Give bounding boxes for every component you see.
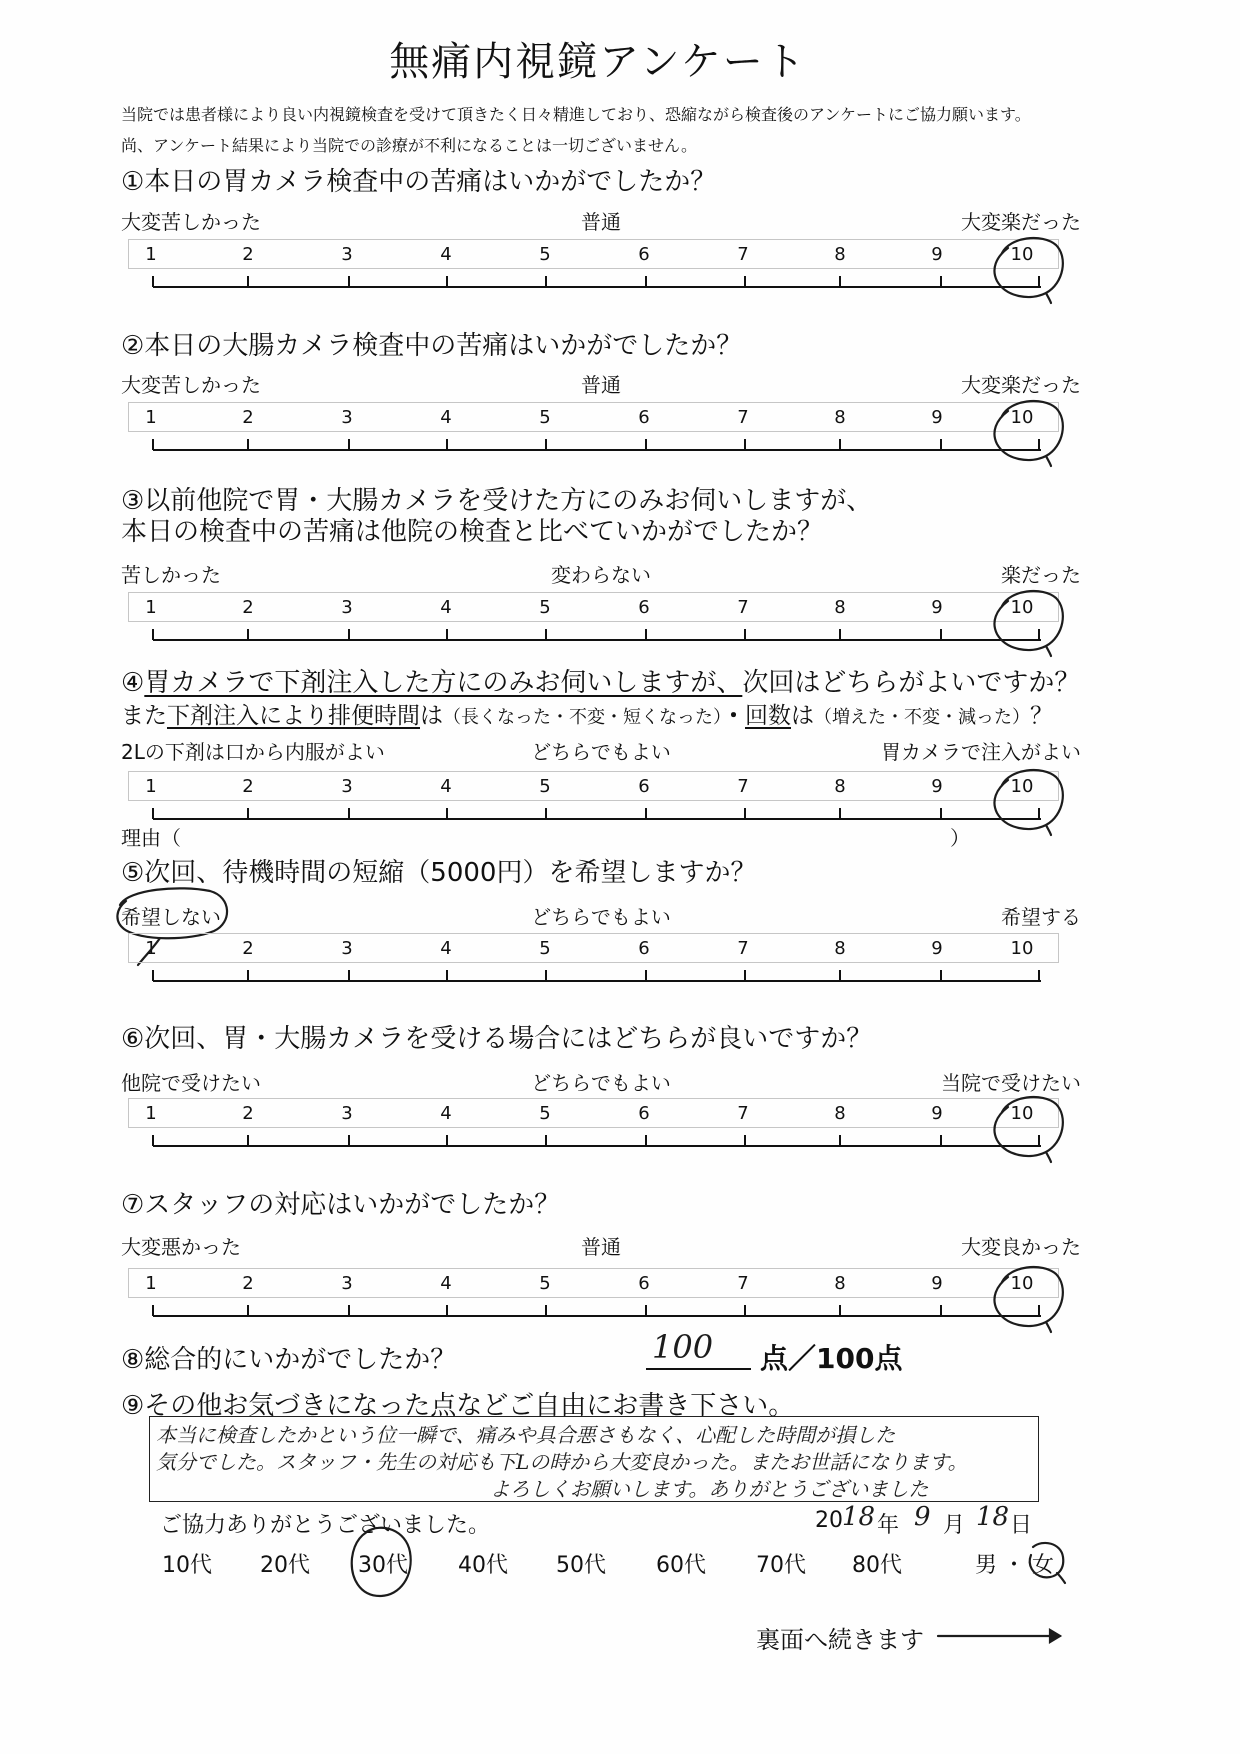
scale-number-1[interactable]: 1 (145, 597, 157, 618)
scale-number-2[interactable]: 2 (242, 1273, 254, 1294)
scale-tick-4 (446, 1135, 448, 1146)
comment-box[interactable] (149, 1416, 1039, 1502)
scale-box (128, 402, 1059, 432)
scale-tick-5 (545, 1305, 547, 1316)
scale-tick-8 (839, 1305, 841, 1316)
q4-label-left: 2Lの下剤は口から内服がよい (121, 740, 385, 764)
q3-label-right: 楽だった (1001, 563, 1081, 587)
scale-tick-3 (348, 439, 350, 450)
scale-number-2[interactable]: 2 (242, 597, 254, 618)
q4-sub-text: は (791, 703, 814, 729)
q7-label-right: 大変良かった (961, 1235, 1081, 1259)
q4-heading-line-2 (121, 697, 1053, 730)
q8-score-underline (646, 1368, 751, 1370)
q2-heading: ②本日の大腸カメラ検査中の苦痛はいかがでしたか？ (121, 331, 743, 361)
scale-number-7[interactable]: 7 (737, 244, 749, 265)
scale-number-8[interactable]: 8 (834, 776, 846, 797)
scale-tick-9 (940, 1305, 942, 1316)
scale-tick-5 (545, 276, 547, 287)
scale-tick-2 (247, 1305, 249, 1316)
scale-tick-2 (247, 629, 249, 640)
scale-tick-7 (744, 439, 746, 450)
scale-number-4[interactable]: 4 (440, 1103, 452, 1124)
scale-tick-9 (940, 970, 942, 981)
scale-tick-9 (940, 439, 942, 450)
date-year-unit: 年 (877, 1513, 900, 1538)
q1-label-right: 大変楽だった (961, 210, 1081, 234)
q4-label-right: 胃カメラで注入がよい (881, 740, 1081, 764)
scale-number-3[interactable]: 3 (341, 407, 353, 428)
scale-number-6[interactable]: 6 (638, 1273, 650, 1294)
scale-number-1[interactable]: 1 (145, 244, 157, 265)
scale-number-10[interactable]: 10 (1010, 938, 1034, 959)
scale-tick-2 (247, 970, 249, 981)
scale-number-4[interactable]: 4 (440, 597, 452, 618)
scale-tick-8 (839, 439, 841, 450)
scale-tick-8 (839, 629, 841, 640)
scale-tick-1 (152, 1135, 154, 1146)
scale-tick-6 (645, 1135, 647, 1146)
scale-tick-2 (247, 1135, 249, 1146)
q8-score-handwritten[interactable]: 100 (652, 1328, 714, 1366)
scale-tick-5 (545, 629, 547, 640)
q2-scale (0, 402, 1240, 462)
scale-number-10[interactable]: 10 (1010, 244, 1034, 265)
q3-heading-line-2: 本日の検査中の苦痛は他院の検査と比べていかがでしたか？ (121, 517, 824, 547)
survey-title: 無痛内視鏡アンケート (389, 39, 807, 85)
q4-separator: ・ (722, 703, 745, 729)
scale-number-4[interactable]: 4 (440, 776, 452, 797)
q6-label-left: 他院で受けたい (121, 1071, 261, 1095)
q3-label-left: 苦しかった (121, 563, 221, 587)
scale-tick-2 (247, 439, 249, 450)
q4-sub-underlined-time: 下剤注入により排便時間 (167, 703, 420, 729)
scale-number-8[interactable]: 8 (834, 597, 846, 618)
scale-baseline (153, 639, 1041, 641)
scale-box (128, 592, 1059, 622)
scale-number-4[interactable]: 4 (440, 244, 452, 265)
scale-number-3[interactable]: 3 (341, 1103, 353, 1124)
q1-scale (0, 239, 1240, 299)
scale-tick-1 (152, 1305, 154, 1316)
intro-line-1: 当院では患者様により良い内視鏡検査を受けて頂きたく日々精進しており、恐縮ながら検査後のアンケートにご協力願います。 (121, 105, 1031, 124)
q4-heading-question: 次回はどちらがよいですか？ (742, 668, 1081, 698)
scale-number-9[interactable]: 9 (931, 1273, 943, 1294)
q1-heading: ①本日の胃カメラ検査中の苦痛はいかがでしたか？ (121, 167, 717, 197)
scale-number-6[interactable]: 6 (638, 407, 650, 428)
q4-reason-close: ） (950, 826, 970, 850)
scale-number-2[interactable]: 2 (242, 407, 254, 428)
scale-number-7[interactable]: 7 (737, 407, 749, 428)
scale-number-9[interactable]: 9 (931, 938, 943, 959)
scale-number-7[interactable]: 7 (737, 1103, 749, 1124)
scale-tick-7 (744, 629, 746, 640)
scale-tick-8 (839, 970, 841, 981)
scale-tick-6 (645, 970, 647, 981)
scale-tick-1 (152, 276, 154, 287)
q1-label-center: 普通 (581, 210, 621, 234)
scale-number-3[interactable]: 3 (341, 776, 353, 797)
scale-tick-7 (744, 1135, 746, 1146)
scale-baseline (153, 818, 1041, 820)
scale-number-3[interactable]: 3 (341, 244, 353, 265)
scale-tick-10 (1038, 970, 1040, 981)
scale-tick-5 (545, 439, 547, 450)
scale-number-6[interactable]: 6 (638, 1103, 650, 1124)
q3-scale (0, 592, 1240, 652)
answer-circle (988, 231, 1068, 303)
scale-number-9[interactable]: 9 (931, 776, 943, 797)
scale-box (128, 1268, 1059, 1298)
q7-label-center: 普通 (581, 1235, 621, 1259)
q6-scale (0, 1098, 1240, 1158)
scale-number-8[interactable]: 8 (834, 1273, 846, 1294)
scale-number-4[interactable]: 4 (440, 1273, 452, 1294)
q4-sub-underlined-count: 回数 (745, 703, 791, 729)
scale-tick-5 (545, 1135, 547, 1146)
age-option-1[interactable]: 10代 (162, 1553, 212, 1578)
gender-female[interactable]: 女 (1032, 1553, 1055, 1578)
scale-number-1[interactable]: 1 (145, 1273, 157, 1294)
scale-baseline (153, 980, 1041, 982)
q8-score-suffix: 点／100点 (760, 1342, 903, 1375)
q7-heading: ⑦スタッフの対応はいかがでしたか？ (121, 1190, 561, 1220)
scale-tick-4 (446, 629, 448, 640)
q4-heading-number: ④ (121, 668, 145, 698)
scale-number-5[interactable]: 5 (539, 938, 551, 959)
arrow-right-icon (936, 1626, 1070, 1646)
date-year-handwritten[interactable]: 18 (842, 1502, 876, 1532)
q4-heading-line-1 (121, 662, 1080, 699)
scale-box (128, 239, 1059, 269)
scale-number-10[interactable]: 10 (1010, 407, 1034, 428)
scale-tick-1 (152, 439, 154, 450)
scale-number-4[interactable]: 4 (440, 407, 452, 428)
q5-scale (0, 933, 1240, 993)
scale-tick-6 (645, 629, 647, 640)
scale-tick-3 (348, 808, 350, 819)
q4-sub-text: は (420, 703, 443, 729)
q4-sub-text: また (121, 703, 167, 729)
scale-number-5[interactable]: 5 (539, 776, 551, 797)
thanks-message: ご協力ありがとうございました。 (160, 1513, 491, 1538)
scale-number-3[interactable]: 3 (341, 1273, 353, 1294)
date-month-unit: 月 (943, 1513, 966, 1538)
scale-tick-8 (839, 1135, 841, 1146)
q4-time-options: （長くなった・不変・短くなった） (443, 707, 722, 728)
scale-number-2[interactable]: 2 (242, 244, 254, 265)
q1-label-left: 大変苦しかった (121, 210, 261, 234)
q2-label-right: 大変楽だった (961, 373, 1081, 397)
answer-circle (988, 584, 1068, 656)
scale-number-7[interactable]: 7 (737, 1273, 749, 1294)
age-option-3[interactable]: 30代 (358, 1553, 408, 1578)
scale-number-1[interactable]: 1 (145, 1103, 157, 1124)
answer-circle (988, 1090, 1068, 1162)
gender-answer-circle (1023, 1537, 1069, 1583)
scale-number-8[interactable]: 8 (834, 1103, 846, 1124)
scale-number-9[interactable]: 9 (931, 1103, 943, 1124)
scale-number-4[interactable]: 4 (440, 938, 452, 959)
scale-number-9[interactable]: 9 (931, 597, 943, 618)
q5-label-center: どちらでもよい (531, 905, 671, 929)
scale-number-10[interactable]: 10 (1010, 1103, 1034, 1124)
q8-heading: ⑧総合的にいかがでしたか？ (121, 1345, 457, 1375)
scale-tick-5 (545, 970, 547, 981)
scale-number-6[interactable]: 6 (638, 938, 650, 959)
scale-tick-1 (152, 970, 154, 981)
age-option-6[interactable]: 60代 (656, 1553, 706, 1578)
age-option-4[interactable]: 40代 (458, 1553, 508, 1578)
scale-tick-4 (446, 1305, 448, 1316)
q4-reason-label: 理由（ (121, 826, 181, 850)
date-day-unit: 日 (1010, 1513, 1033, 1538)
age-option-2[interactable]: 20代 (260, 1553, 310, 1578)
scale-tick-3 (348, 1305, 350, 1316)
scale-number-6[interactable]: 6 (638, 244, 650, 265)
age-option-8[interactable]: 80代 (852, 1553, 902, 1578)
q6-heading: ⑥次回、胃・大腸カメラを受ける場合にはどちらが良いですか？ (121, 1024, 873, 1054)
scale-tick-4 (446, 808, 448, 819)
scale-baseline (153, 1315, 1041, 1317)
comment-line-1: 本当に検査したかという位一瞬で、痛みや具合悪さもなく、心配した時間が損した (156, 1423, 896, 1447)
scale-number-9[interactable]: 9 (931, 244, 943, 265)
q5-heading: ⑤次回、待機時間の短縮（5000円）を希望しますか？ (121, 858, 757, 888)
scale-tick-1 (152, 808, 154, 819)
q7-label-left: 大変悪かった (121, 1235, 241, 1259)
scale-number-7[interactable]: 7 (737, 776, 749, 797)
scale-tick-9 (940, 276, 942, 287)
answer-circle (988, 394, 1068, 466)
scale-tick-4 (446, 276, 448, 287)
scale-number-1[interactable]: 1 (145, 776, 157, 797)
scale-tick-6 (645, 1305, 647, 1316)
q4-heading-underlined: 胃カメラで下剤注入した方にのみお伺いしますが、 (144, 668, 743, 698)
scale-number-7[interactable]: 7 (737, 597, 749, 618)
scale-tick-7 (744, 276, 746, 287)
comment-line-2: 気分でした。スタッフ・先生の対応も下Lの時から大変良かった。またお世話になります。 (156, 1450, 968, 1474)
scale-tick-4 (446, 970, 448, 981)
scale-number-1[interactable]: 1 (145, 407, 157, 428)
scale-number-5[interactable]: 5 (539, 407, 551, 428)
date-year-prefix: 20 (815, 1508, 843, 1533)
scale-number-8[interactable]: 8 (834, 244, 846, 265)
scale-tick-6 (645, 439, 647, 450)
scale-tick-6 (645, 808, 647, 819)
scale-number-5[interactable]: 5 (539, 1103, 551, 1124)
scale-number-10[interactable]: 10 (1010, 597, 1034, 618)
q5-label-left: 希望しない (121, 905, 221, 929)
scale-baseline (153, 449, 1041, 451)
gender-separator: ・ (1003, 1553, 1026, 1578)
q4-label-center: どちらでもよい (531, 740, 671, 764)
scale-number-9[interactable]: 9 (931, 407, 943, 428)
date-day-handwritten[interactable]: 18 (976, 1502, 1010, 1532)
scale-tick-8 (839, 276, 841, 287)
scale-box (128, 1098, 1059, 1128)
q3-label-center: 変わらない (551, 563, 651, 587)
scale-number-3[interactable]: 3 (341, 597, 353, 618)
scale-tick-1 (152, 629, 154, 640)
scale-number-2[interactable]: 2 (242, 938, 254, 959)
q6-label-center: どちらでもよい (531, 1071, 671, 1095)
q9-heading: ⑨その他お気づきになった点などご自由にお書き下さい。 (121, 1391, 795, 1421)
scale-number-6[interactable]: 6 (638, 776, 650, 797)
scale-tick-2 (247, 276, 249, 287)
q2-label-left: 大変苦しかった (121, 373, 261, 397)
scale-tick-6 (645, 276, 647, 287)
scale-tick-3 (348, 276, 350, 287)
scale-tick-3 (348, 1135, 350, 1146)
scale-number-2[interactable]: 2 (242, 776, 254, 797)
comment-line-3: よろしくお願いします。ありがとうございました (490, 1477, 929, 1501)
scale-tick-9 (940, 1135, 942, 1146)
scale-tick-5 (545, 808, 547, 819)
scale-tick-9 (940, 808, 942, 819)
scale-number-6[interactable]: 6 (638, 597, 650, 618)
scale-number-10[interactable]: 10 (1010, 1273, 1034, 1294)
q3-heading-line-1: ③以前他院で胃・大腸カメラを受けた方にのみお伺いしますが、 (121, 486, 873, 516)
scale-number-8[interactable]: 8 (834, 938, 846, 959)
answer-circle (988, 763, 1068, 835)
scale-tick-8 (839, 808, 841, 819)
scale-number-8[interactable]: 8 (834, 407, 846, 428)
scale-number-7[interactable]: 7 (737, 938, 749, 959)
scale-number-2[interactable]: 2 (242, 1103, 254, 1124)
q5-label-right: 希望する (1001, 905, 1081, 929)
scale-tick-7 (744, 1305, 746, 1316)
scale-box (128, 933, 1059, 963)
answer-circle (988, 1260, 1068, 1332)
scale-tick-3 (348, 629, 350, 640)
age-answer-circle (346, 1522, 418, 1602)
scale-tick-3 (348, 970, 350, 981)
age-option-7[interactable]: 70代 (756, 1553, 806, 1578)
continue-note: 裏面へ続きます (756, 1626, 924, 1654)
q4-scale (0, 771, 1240, 831)
scale-tick-2 (247, 808, 249, 819)
q6-label-right: 当院で受けたい (941, 1071, 1081, 1095)
q4-count-options: （増えた・不変・減った） (814, 707, 1030, 728)
scale-box (128, 771, 1059, 801)
gender-male[interactable]: 男 (975, 1553, 998, 1578)
intro-line-2: 尚、アンケート結果により当院での診療が不利になることは一切ございません。 (121, 136, 698, 155)
scale-number-10[interactable]: 10 (1010, 776, 1034, 797)
scale-number-1[interactable]: 1 (145, 938, 157, 959)
scale-tick-7 (744, 970, 746, 981)
age-option-5[interactable]: 50代 (556, 1553, 606, 1578)
scale-number-3[interactable]: 3 (341, 938, 353, 959)
q7-scale (0, 1268, 1240, 1328)
scale-number-5[interactable]: 5 (539, 1273, 551, 1294)
q2-label-center: 普通 (581, 373, 621, 397)
scale-baseline (153, 286, 1041, 288)
scale-tick-7 (744, 808, 746, 819)
scale-tick-4 (446, 439, 448, 450)
date-month-handwritten[interactable]: 9 (914, 1502, 931, 1532)
scale-number-5[interactable]: 5 (539, 597, 551, 618)
scale-tick-9 (940, 629, 942, 640)
scale-baseline (153, 1145, 1041, 1147)
scale-number-5[interactable]: 5 (539, 244, 551, 265)
q4-question-mark: ？ (1030, 703, 1053, 729)
